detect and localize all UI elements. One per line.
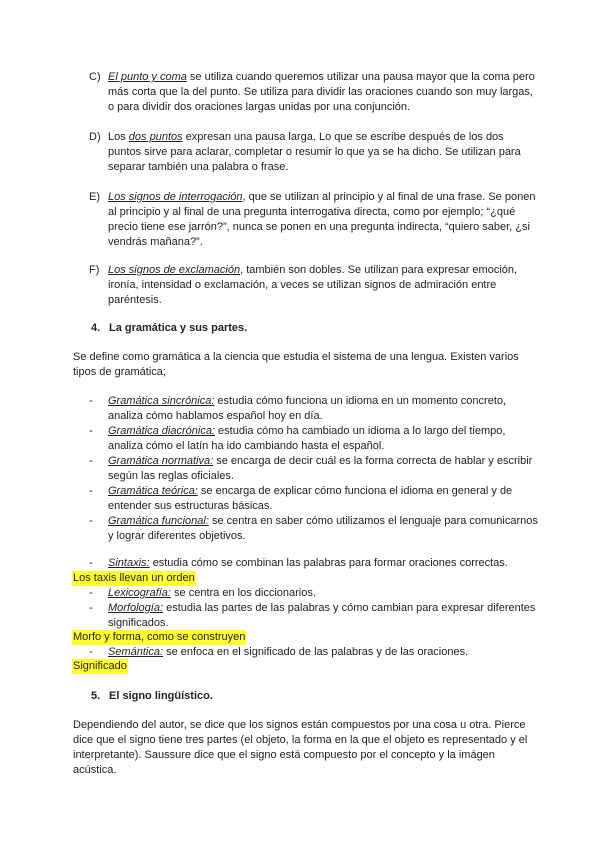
item-text: estudia cómo se combinan las palabras para formar oraciones correctas. — [149, 557, 508, 569]
item-term: Gramática sincrónica: — [108, 395, 215, 407]
item-text: , que se utilizan al principio y al final de una frase. Se ponen al principio y al final de una pregunta interrogativa directa, como por ejemplo; “¿qué precio tiene ese jarrón?”, nunca se ponen en una pregunta indirecta, “quiero saber, ¿si vendrás mañana?”. — [108, 191, 536, 248]
item-term: El punto y coma — [108, 71, 187, 83]
item-text: expresan una pausa larga. Lo que se escribe después de los dos puntos sirve para aclarar, completar o resumir lo que ya se ha dicho. Se utilizan para separar también una palabra o frase. — [108, 131, 521, 173]
item-text: se utiliza cuando queremos utilizar una pausa mayor que la coma pero más corta que la del punto. Se utiliza para dividir las oraciones cuando son muy largas, o para dividir dos oraciones largas unidas por una conjunción. — [108, 71, 535, 113]
item-text: estudia cómo funciona un idioma en un momento concreto, analiza cómo hablamos español hoy en día. — [108, 395, 507, 422]
section-5-heading — [91, 689, 213, 704]
punctuation-item-e — [89, 190, 539, 250]
item-term: Los signos de interrogación — [108, 191, 243, 203]
highlight-note-semantica: Significado — [73, 660, 127, 672]
item-text: se enfoca en el significado de las palabras y de las oraciones. — [163, 646, 469, 658]
item-label: E) — [89, 191, 100, 203]
item-text: , también son dobles. Se utilizan para expresar emoción, ironía, intensidad o exclamación, a veces se utilizan signos de admiración entre paréntesis. — [108, 264, 518, 306]
bullet-dash: - — [89, 602, 93, 614]
bullet-dash: - — [89, 395, 93, 407]
item-term: Semántica: — [108, 646, 164, 658]
list-item — [89, 454, 539, 484]
bullet-dash: - — [89, 587, 93, 599]
section-title: El signo lingüístico. — [109, 690, 213, 702]
item-term: Los signos de exclamación — [108, 264, 241, 276]
item-text: se encarga de decir cuál es la forma correcta de hablar y escribir según las reglas oficiales. — [108, 455, 533, 482]
bullet-dash: - — [89, 515, 93, 527]
list-item — [89, 484, 539, 514]
section-4-heading — [91, 321, 247, 336]
section-number: 4. — [91, 322, 101, 334]
bullet-dash: - — [89, 557, 93, 569]
bullet-dash: - — [89, 485, 93, 497]
item-text: estudia las partes de las palabras y cómo cambian para expresar diferentes significados. — [108, 602, 536, 629]
bullet-dash: - — [89, 455, 93, 467]
section-5-body: Dependiendo del autor, se dice que los signos están compuestos por una cosa u otra. Pierce dice que el signo tiene tres partes (el objeto, la forma en la que el objeto es representado y el interpretante). Saussure dice que el signo está compuesto por el concepto y la imágen acústica. — [73, 719, 528, 776]
bullet-dash: - — [89, 646, 93, 658]
item-term: Sintaxis: — [108, 557, 150, 569]
list-item — [89, 601, 539, 631]
item-pre: Los — [108, 131, 129, 143]
bullet-dash: - — [89, 425, 93, 437]
punctuation-item-c — [89, 70, 539, 115]
item-label: C) — [89, 71, 101, 83]
item-term: Gramática funcional: — [108, 515, 209, 527]
item-text: se centra en saber cómo utilizamos el lenguaje para comunicarnos y lograr diferentes objetivos. — [108, 515, 538, 542]
item-term: Gramática normativa: — [108, 455, 214, 467]
section-number: 5. — [91, 690, 101, 702]
item-text: estudia cómo ha cambiado un idioma a lo largo del tiempo, analiza cómo el latín ha ido cambiando hasta el español. — [108, 425, 506, 452]
highlight-note-sintaxis: Los taxis llevan un orden — [73, 572, 195, 584]
list-item — [89, 645, 539, 660]
highlight-note-morfologia: Morfo y forma, como se construyen — [73, 631, 246, 643]
punctuation-item-d — [89, 130, 539, 175]
list-item — [89, 424, 539, 454]
item-label: F) — [89, 264, 100, 276]
list-item — [89, 394, 539, 424]
list-item — [89, 514, 539, 544]
item-term: Morfología: — [108, 602, 164, 614]
item-term: Gramática diacrónica: — [108, 425, 215, 437]
list-item — [89, 586, 539, 601]
item-term: dos puntos — [128, 131, 183, 143]
item-text: se encarga de explicar cómo funciona el idioma en general y de entender sus estructuras básicas. — [108, 485, 513, 512]
section-title: La gramática y sus partes. — [109, 322, 248, 334]
list-item — [89, 556, 539, 571]
item-text: se centra en los diccionarios. — [170, 587, 316, 599]
section-4-intro: Se define como gramática a la ciencia que estudia el sistema de una lengua. Existen varios tipos de gramática; — [73, 351, 519, 378]
punctuation-item-f — [89, 263, 539, 308]
item-term: Gramática teórica: — [108, 485, 198, 497]
item-term: Lexicografía: — [108, 587, 171, 599]
item-label: D) — [89, 131, 101, 143]
